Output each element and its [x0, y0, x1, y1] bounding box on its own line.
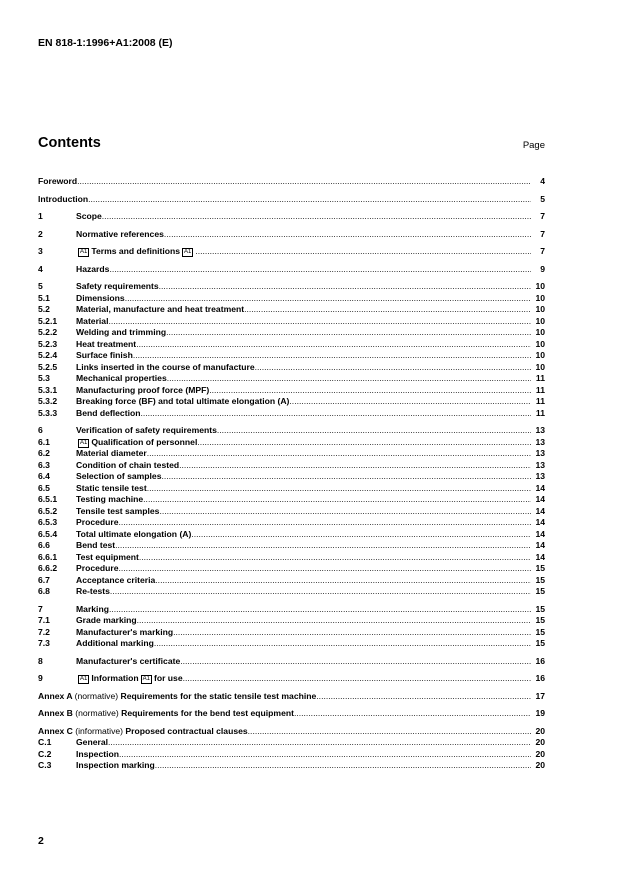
- toc-number: 8: [38, 655, 43, 666]
- toc-number: 2: [38, 228, 43, 239]
- toc-entry-2[interactable]: [38, 229, 545, 241]
- toc-page: 4: [540, 176, 545, 186]
- toc-number: C.2: [38, 748, 52, 759]
- toc-entry-6-5-1[interactable]: [38, 494, 545, 506]
- toc-title: General .....: [76, 737, 531, 749]
- toc-page: 14: [535, 528, 545, 539]
- toc-entry-5-2-5[interactable]: [38, 362, 545, 374]
- toc-title: Normative references .....: [76, 229, 531, 241]
- toc-entry-6-6[interactable]: [38, 540, 545, 552]
- annex-label: Annex A: [38, 690, 73, 701]
- annex-label: Annex B: [38, 708, 73, 718]
- toc-number: 6.5.2: [38, 505, 58, 516]
- toc-entry-5-3-3[interactable]: [38, 408, 545, 420]
- document-id: EN 818-1:1996+A1:2008 (E): [38, 37, 173, 49]
- toc-title: Procedure .....: [76, 517, 531, 529]
- toc-number: 5.2.2: [38, 327, 58, 337]
- page-number: 2: [38, 835, 44, 847]
- toc-page: 15: [535, 603, 545, 614]
- toc-title: Welding and trimming .....: [76, 327, 531, 339]
- toc-entry-5[interactable]: [38, 281, 545, 293]
- toc-title: Condition of chain tested .....: [76, 460, 531, 472]
- toc-entry-9[interactable]: [38, 673, 545, 685]
- toc-page: 20: [535, 725, 545, 736]
- toc-page: 11: [535, 373, 545, 383]
- toc-title: Procedure .....: [76, 563, 531, 575]
- toc-page: 10: [535, 292, 545, 303]
- toc-number: 6.5.4: [38, 528, 58, 539]
- toc-entry-annex-a[interactable]: [38, 691, 545, 703]
- toc-page: 16: [535, 655, 545, 666]
- toc-title-container: [76, 246, 531, 258]
- toc-entry-6-3[interactable]: [38, 460, 545, 472]
- toc-title-container: [76, 437, 531, 449]
- toc-entry-6-7[interactable]: [38, 575, 545, 587]
- toc-number: 6.6.2: [38, 563, 58, 573]
- toc-title: Test equipment .....: [76, 552, 531, 564]
- toc-title: Material, manufacture and heat treatment .....: [76, 304, 531, 316]
- toc-entry-8[interactable]: [38, 656, 545, 668]
- toc-number: 4: [38, 263, 43, 274]
- toc-entry-6-8[interactable]: [38, 586, 545, 598]
- toc-entry-6-5-4[interactable]: [38, 529, 545, 541]
- toc-title-container: [76, 673, 531, 685]
- toc-page: 10: [535, 281, 545, 291]
- toc-title: Terms and definitions: [91, 246, 180, 256]
- toc-entry-5-3-1[interactable]: [38, 385, 545, 397]
- toc-entry-6-6-2[interactable]: [38, 563, 545, 575]
- toc-entry-6-5-3[interactable]: [38, 517, 545, 529]
- toc-title: Bend test .....: [76, 540, 531, 552]
- toc-page: 20: [535, 737, 545, 747]
- toc-page: 7: [540, 228, 545, 239]
- toc-title-part-b: for use: [153, 673, 183, 683]
- toc-entry-6-5[interactable]: [38, 483, 545, 495]
- annex-type: (normative): [74, 690, 119, 701]
- toc-title: Inspection .....: [76, 749, 531, 761]
- toc-page: 20: [535, 760, 545, 770]
- toc-page: 19: [535, 708, 545, 718]
- toc-entry-7-1[interactable]: [38, 615, 545, 627]
- toc-title: Grade marking .....: [76, 615, 531, 627]
- toc-entry-5-2[interactable]: [38, 304, 545, 316]
- amendment-start-marker: A1: [80, 439, 88, 446]
- toc-page: 14: [535, 505, 545, 516]
- toc-number: C.3: [38, 760, 52, 770]
- toc-page: 13: [535, 448, 545, 458]
- toc-entry-c-3[interactable]: [38, 760, 545, 772]
- toc-title: Marking .....: [76, 604, 531, 616]
- toc-number: 7.3: [38, 638, 50, 648]
- toc-number: 6.5.3: [38, 517, 58, 527]
- toc-title: Dimensions .....: [76, 293, 531, 305]
- toc-title: Requirements for the static tensile test machine: [120, 690, 317, 701]
- toc-entry-4[interactable]: [38, 264, 545, 276]
- toc-entry-6-2[interactable]: [38, 448, 545, 460]
- toc-number: 3: [38, 246, 43, 256]
- amendment-start-marker: A1: [80, 249, 88, 255]
- toc-entry-6-1[interactable]: [38, 437, 545, 449]
- toc-page: 13: [535, 425, 545, 435]
- toc-title: Re-tests .....: [76, 586, 531, 598]
- toc-title: Bend deflection .....: [76, 408, 531, 420]
- toc-entry-annex-c[interactable]: [38, 726, 545, 738]
- toc-page: 14: [535, 540, 545, 550]
- toc-title: Verification of safety requirements .....: [76, 425, 531, 437]
- toc-entry-6-5-2[interactable]: [38, 506, 545, 518]
- toc-number: 5.1: [38, 292, 50, 303]
- annex-type: (normative): [75, 708, 119, 718]
- toc-entry-5-2-4[interactable]: [38, 350, 545, 362]
- toc-title: Mechanical properties .....: [76, 373, 531, 385]
- toc-title: Material .....: [76, 316, 531, 328]
- toc-number: 5: [38, 281, 43, 291]
- toc-entry-5-3-2[interactable]: [38, 396, 545, 408]
- toc-page: 11: [535, 396, 545, 406]
- toc-number: 5.3.1: [38, 384, 58, 395]
- amendment-end-marker: A1: [142, 676, 150, 682]
- toc-entry-introduction[interactable]: [38, 194, 545, 206]
- toc-page: 10: [535, 315, 545, 326]
- toc-entry-6[interactable]: [38, 425, 545, 437]
- toc-title: Surface finish .....: [76, 350, 531, 362]
- toc-title: Links inserted in the course of manufacture .....: [76, 362, 531, 374]
- toc-number: 5.3: [38, 373, 50, 383]
- page-column-label: Page: [522, 140, 545, 151]
- toc-title: Static tensile test .....: [76, 483, 531, 495]
- toc-title-part-a: Information: [91, 673, 139, 683]
- toc-page: 10: [535, 327, 545, 337]
- toc-page: 14: [535, 482, 545, 493]
- toc-page: 10: [535, 361, 545, 372]
- toc-title: Hazards .....: [76, 264, 531, 276]
- toc-entry-5-2-3[interactable]: [38, 339, 545, 351]
- toc-entry-annex-b[interactable]: [38, 708, 545, 720]
- toc-number: 5.2.1: [38, 315, 58, 326]
- toc-page: 15: [535, 586, 545, 596]
- toc-entry-7-2[interactable]: [38, 627, 545, 639]
- toc-entry-7-3[interactable]: [38, 638, 545, 650]
- contents-title: Contents: [38, 135, 101, 151]
- toc-title: Breaking force (BF) and total ultimate elongation (A) .....: [76, 396, 531, 408]
- amendment-start-marker: A1: [80, 676, 88, 682]
- toc-title: Scope .....: [76, 211, 531, 223]
- toc-entry-c-2[interactable]: [38, 749, 545, 761]
- toc-page: 7: [540, 211, 545, 221]
- toc-entry-5-3[interactable]: [38, 373, 545, 385]
- toc-entry-1[interactable]: [38, 211, 545, 223]
- toc-number: 6.5.1: [38, 494, 58, 504]
- toc-title: Introduction .....: [38, 194, 531, 206]
- toc-number: 5.2.5: [38, 361, 58, 372]
- amendment-end-marker: A1: [184, 249, 192, 255]
- toc-number: 1: [38, 211, 43, 221]
- toc-title: Testing machine .....: [76, 494, 531, 506]
- toc-title: Safety requirements .....: [76, 281, 531, 293]
- toc-entry-5-1[interactable]: [38, 293, 545, 305]
- toc-number: 7.2: [38, 626, 50, 637]
- toc-title: Additional marking .....: [76, 638, 531, 650]
- toc-title: Heat treatment .....: [76, 339, 531, 351]
- toc-number: 6.6.1: [38, 551, 58, 562]
- toc-title: Manufacturing proof force (MPF) .....: [76, 385, 531, 397]
- toc-page: 15: [535, 638, 545, 648]
- toc-number: 6.4: [38, 471, 50, 481]
- toc-page: 5: [540, 193, 545, 204]
- toc-number: 5.2.4: [38, 350, 58, 360]
- toc-number: 6.7: [38, 574, 50, 585]
- toc-title: Manufacturer's certificate .....: [76, 656, 531, 668]
- annex-type: (informative): [75, 725, 124, 736]
- toc-title-container: [38, 726, 531, 738]
- toc-entry-5-2-1[interactable]: [38, 316, 545, 328]
- toc-number: 6.8: [38, 586, 50, 596]
- toc-entry-c-1[interactable]: [38, 737, 545, 749]
- toc-page: 17: [535, 690, 545, 701]
- annex-label: Annex C: [38, 725, 73, 736]
- toc-title-container: [38, 691, 531, 703]
- toc-page: 15: [535, 615, 545, 625]
- toc-title: Selection of samples .....: [76, 471, 531, 483]
- toc-page: 15: [535, 574, 545, 585]
- toc-number: 6.3: [38, 459, 50, 470]
- toc-number: 5.2.3: [38, 338, 58, 349]
- toc-title: Inspection marking .....: [76, 760, 531, 772]
- toc-page: 16: [535, 673, 545, 683]
- toc-number: 6: [38, 425, 43, 435]
- toc-page: 11: [535, 407, 545, 418]
- toc-entry-6-6-1[interactable]: [38, 552, 545, 564]
- toc-title: Material diameter .....: [76, 448, 531, 460]
- toc-number: 5.3.3: [38, 407, 58, 418]
- toc-number: 7.1: [38, 615, 50, 625]
- toc-page: 7: [540, 246, 545, 256]
- toc-title: Requirements for the bend test equipment: [121, 708, 294, 718]
- toc-number: 6.6: [38, 540, 50, 550]
- toc-number: 6.5: [38, 482, 50, 493]
- toc-title: Acceptance criteria .....: [76, 575, 531, 587]
- toc-page: 14: [535, 494, 545, 504]
- toc-page: 10: [535, 338, 545, 349]
- table-of-contents: [38, 176, 545, 770]
- toc-entry-3[interactable]: [38, 246, 545, 258]
- toc-number: 6.1: [38, 436, 50, 447]
- toc-number: C.1: [38, 737, 52, 747]
- toc-entry-foreword[interactable]: [38, 176, 545, 188]
- toc-number: 5.2: [38, 304, 50, 314]
- toc-page: 20: [535, 748, 545, 759]
- toc-title: Manufacturer's marking .....: [76, 627, 531, 639]
- toc-page: 10: [535, 304, 545, 314]
- toc-page: 15: [535, 563, 545, 573]
- toc-entry-6-4[interactable]: [38, 471, 545, 483]
- toc-page: 13: [535, 471, 545, 481]
- toc-page: 14: [535, 551, 545, 562]
- toc-title-container: [38, 708, 531, 720]
- toc-title: Qualification of personnel: [91, 436, 198, 447]
- toc-page: 9: [540, 263, 545, 274]
- toc-title: Tensile test samples .....: [76, 506, 531, 518]
- toc-title: Proposed contractual clauses: [125, 725, 248, 736]
- toc-page: 15: [535, 626, 545, 637]
- toc-page: 11: [535, 384, 545, 395]
- toc-entry-5-2-2[interactable]: [38, 327, 545, 339]
- toc-page: 14: [535, 517, 545, 527]
- toc-page: 13: [535, 459, 545, 470]
- toc-number: 7: [38, 603, 43, 614]
- toc-number: 9: [38, 673, 43, 683]
- toc-page: 13: [535, 436, 545, 447]
- toc-number: 6.2: [38, 448, 50, 458]
- toc-title: Total ultimate elongation (A) .....: [76, 529, 531, 541]
- toc-number: 5.3.2: [38, 396, 58, 406]
- toc-entry-7[interactable]: [38, 604, 545, 616]
- toc-title: Foreword .....: [38, 176, 531, 188]
- toc-page: 10: [535, 350, 545, 360]
